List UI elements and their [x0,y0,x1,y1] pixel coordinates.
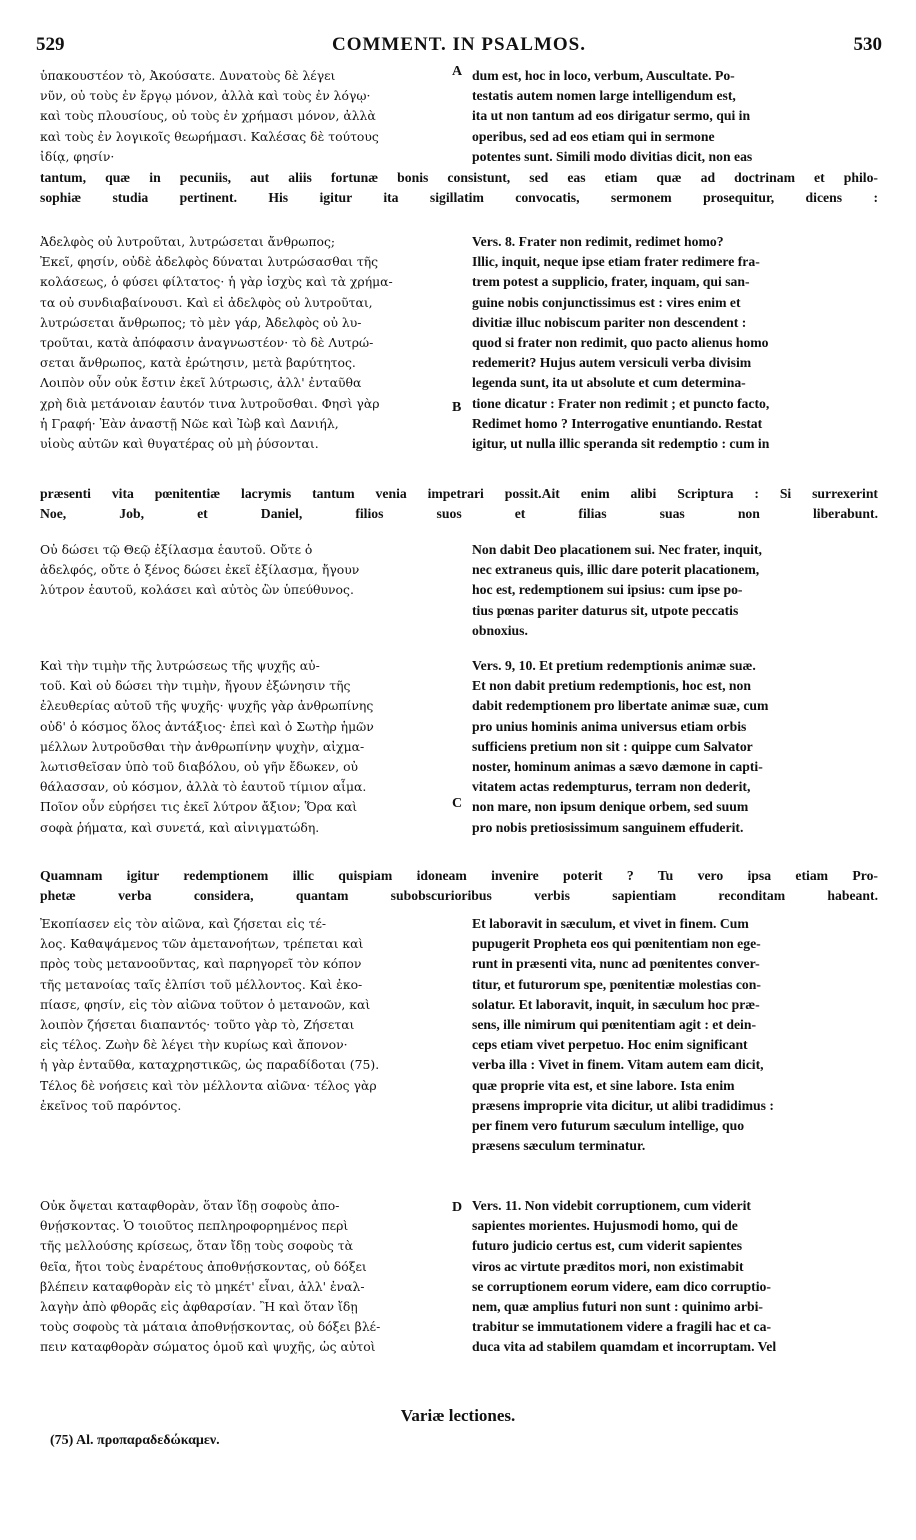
text-line: igitur, ut nulla illic speranda sit redemptio : cum in [472,436,770,452]
text-line: λος. Καθαψάμενος τῶν ἀμετανοήτων, τρέπεται καὶ [40,936,364,952]
latin-column-s2 [472,232,878,454]
text-line: χρὴ διὰ μετάνοιαν ἑαυτόν τινα λυτροῦσθαι. Φησὶ γὰρ [40,395,380,411]
text-line: Vers. 9, 10. Et pretium redemptionis animæ suæ. [472,658,756,673]
text-line: præsens sæculum terminatur. [472,1138,646,1154]
text-line: vitatem actas redempturus, terram non dederit, [472,779,751,795]
latin-column-s6 [472,1196,878,1358]
text-line: Redimet homo ? Interrogative enuntiando. Restat [472,415,763,431]
text-line: κολάσεως, ὁ φύσει φίλτατος· ἡ γὰρ ἰσχὺς καὶ τὰ χρήμα- [40,274,393,290]
text-line: futuro judicio certus est, cum viderit sapientes [472,1238,743,1254]
text-line: verba illa : Vivet in finem. Vitam autem eam dicit, [472,1057,764,1073]
text-line: λωτισθεῖσαν ὑπὸ τοῦ διαβόλου, οὐ γῆν ἔδωκεν, οὐ [40,759,359,775]
variae-lectiones-heading: Variæ lectiones. [400,1406,516,1425]
text-line: τοῦ. Καὶ οὐ δώσει τὴν τιμὴν, ἤγουν ἐξώνησιν τῆς [40,678,351,694]
text-line: Illic, inquit, neque ipse etiam frater redimere fra- [472,254,760,270]
text-line: Τέλος δὲ νοήσεις καὶ τὸν μέλλοντα αἰῶνα· τέλος γὰρ [40,1077,377,1093]
text-line: duca vita ad stabilem quamdam et incorruptam. Vel [472,1339,777,1355]
text-line: titur, et futurorum spe, pœnitentiæ molestias con- [472,976,761,992]
text-line: Vers. 11. Non videbit corruptionem, cum viderit [472,1198,751,1213]
text-line: τα οὐ συνδιαβαίνουσι. Καὶ εἰ ἀδελφὸς οὐ λυτροῦται, [40,294,373,310]
latin-column-s5 [472,914,878,1156]
latin-column-s1 [472,66,878,167]
margin-letter-c: C [452,796,463,811]
text-line: trem potest a supplicio, frater, inquam, qui san- [472,274,750,290]
text-line: Ἀδελφὸς οὐ λυτροῦται, λυτρώσεται ἄνθρωπος; [40,234,336,249]
text-line: dum est, hoc in loco, verbum, Auscultate. Po- [472,68,735,83]
text-line: trabitur se immutationem videre a fragili hac et ca- [472,1319,772,1335]
text-line: ἐκεῖνος τοῦ παρόντος. [40,1097,182,1113]
greek-column-s6 [40,1196,450,1358]
margin-letter-d: D [452,1200,463,1215]
text-line: se corruptionem eorum videre, eam dico corruptio- [472,1278,771,1294]
greek-column-s4 [40,656,450,838]
text-line: tione dicatur : Frater non redimit ; et puncto facto, [472,395,770,411]
text-line: εἰς τέλος. Ζωὴν δὲ λέγει τὴν κυρίως καὶ ἄπονον· [40,1037,348,1053]
text-line: Et non dabit pretium redemptionis, hoc est, non [472,678,751,694]
text-line: Ἐκοπίασεν εἰς τὸν αἰῶνα, καὶ ζήσεται εἰς τέ- [40,916,327,931]
text-line: legenda sunt, ita ut absolute et cum determina- [472,375,746,391]
text-line: sufficiens pretium non sit : quippe cum Salvator [472,738,753,754]
text-line: ita ut non tantum ad eos dirigatur sermo, qui in [472,108,751,124]
text-line: νῦν, οὐ τοὺς ἐν ἔργῳ μόνον, ἀλλὰ καὶ τοὺς ἐν λόγῳ· [40,88,371,104]
text-line: τῆς μελλούσης κρίσεως, ὅταν ἴδῃ τοὺς σοφοὺς τὰ [40,1238,354,1254]
latin-column-s4 [472,656,878,838]
text-line: ἡ γὰρ ἐνταῦθα, καταχρηστικῶς, ὡς παραδίδοται (75). [40,1057,380,1073]
text-line: ceps etiam vivet perpetuo. Hoc enim significant [472,1037,748,1053]
text-line: οὐδ' ὁ κόσμος ὅλος ἀντάξιος· ἐπεὶ καὶ ὁ Σωτὴρ ἡμῶν [40,718,374,734]
text-line: βλέπειν καταφθορὰν εἰς τὸ μηκέτ' εἶναι, ἀλλ' ἐναλ- [40,1278,365,1294]
text-line: non mare, non ipsum denique orbem, sed suum [472,799,749,815]
text-line: præsenti vita pœnitentiæ lacrymis tantum venia impetrari possit.Ait enim alibi Scriptura : Si surrexerint [40,486,878,501]
text-line: Ἐκεῖ, φησίν, οὐδὲ ἀδελφὸς δύναται λυτρώσασθαι τῆς [40,254,379,270]
text-line: ἰδίᾳ, φησίν· [40,148,115,164]
text-line: obnoxius. [472,622,528,638]
text-line: θάλασσαν, οὐ κόσμον, ἀλλὰ τὸ ἑαυτοῦ τίμιον αἷμα. [40,779,367,795]
text-line: guine nobis conjunctissimus est : vires enim et [472,294,741,310]
text-line: Λοιπὸν οὖν οὐκ ἔστιν ἐκεῖ λύτρωσις, ἀλλ' ἐνταῦθα [40,375,362,391]
greek-column-s2 [40,232,450,454]
text-line: Noe, Job, et Daniel, filios suos et filias suas non liberabunt. [40,506,878,522]
text-line: testatis autem nomen large intelligendum est, [472,88,736,104]
text-line: pro nobis pretiosissimum sanguinem effuderit. [472,819,744,835]
text-line: nec extraneus quis, illic dare poterit placationem, [472,562,760,578]
page-header [36,34,882,58]
text-line: λυτρώσεται ἄνθρωπος; τὸ μὲν γάρ, Ἀδελφὸς οὐ λυ- [40,314,362,330]
greek-column-s5 [40,914,450,1116]
text-line: viros ac virtute præditos mori, non existimabit [472,1258,744,1274]
text-line: λύτρον ἑαυτοῦ, κολάσει καὶ αὐτὸς ὢν ὑπεύθυνος. [40,582,354,598]
text-line: ἀδελφός, οὔτε ὁ ξένος δώσει ἐκεῖ ἐξίλασμα, ἤγουν [40,562,360,578]
text-line: Καὶ τὴν τιμὴν τῆς λυτρώσεως τῆς ψυχῆς αὐ- [40,658,320,673]
text-line: pro unius hominis anima universus etiam orbis [472,718,747,734]
text-line: tius pœnas pariter daturus sit, utpote peccatis [472,602,739,618]
full-width-text-s1 [40,168,878,208]
text-line: tantum, quæ in pecuniis, aut aliis fortunæ bonis consistunt, sed eas etiam quæ ad doctrinam et philo- [40,170,878,185]
text-line: Οὐ δώσει τῷ Θεῷ ἐξίλασμα ἑαυτοῦ. Οὔτε ὁ [40,542,313,557]
text-line: divitiæ illuc nobiscum pariter non descendent : [472,314,747,330]
greek-column-s3 [40,540,450,601]
full-width-text-s4 [40,866,878,906]
text-line: quod si frater non redimit, quo pacto alienus homo [472,335,769,351]
greek-column-s1 [40,66,450,167]
text-line: redemerit? Hujus autem versiculi verba divisim [472,355,752,371]
variant-reading-note: (75) Al. προπαραδεδώκαμεν. [50,1433,220,1448]
text-line: σεται ἄνθρωπος, κατὰ ἐρώτησιν, μετὰ βαρύτητος. [40,355,356,371]
text-line: præsens improprie vita dicitur, ut alibi tradidimus : [472,1097,774,1113]
text-line: Οὐκ ὄψεται καταφθορὰν, ὅταν ἴδῃ σοφοὺς ἀπο- [40,1198,340,1213]
text-line: dabit redemptionem pro libertate animæ suæ, cum [472,698,769,714]
text-line: πρὸς τοὺς μετανοοῦντας, καὶ παρηγορεῖ τὸν κόπον [40,956,362,972]
text-line: μέλλων λυτροῦσθαι τὴν ἀνθρωπίνην ψυχὴν, αἰχμα- [40,738,365,754]
full-width-text-s2 [40,484,878,524]
text-line: τροῦται, κατὰ ἀπόφασιν ἀναγνωστέον· τὸ δὲ Λυτρώ- [40,335,374,351]
text-line: πίασε, φησίν, εἰς τὸν αἰῶνα τοῦτον ὁ μετανοῶν, καὶ [40,996,371,1012]
latin-column-s3 [472,540,878,641]
text-line: τῆς μετανοίας ταῖς ἐλπίσι τοῦ μέλλοντος. Καὶ ἐκο- [40,976,363,992]
text-line: Non dabit Deo placationem sui. Nec frater, inquit, [472,542,762,557]
text-line: noster, hominum animas a sævo dæmone in capti- [472,759,763,775]
text-line: operibus, sed ad eos etiam qui in sermone [472,128,715,144]
text-line: ὑπακουστέον τὸ, Ἀκούσατε. Δυνατοὺς δὲ λέγει [40,68,336,83]
text-line: Vers. 8. Frater non redimit, redimet homo? [472,234,724,249]
text-line: λοιπὸν ζήσεται διαπαντός· τοῦτο γὰρ τὸ, Ζήσεται [40,1017,355,1033]
page-number-left: 529 [36,34,65,55]
text-line: potentes sunt. Simili modo divitias dicit, non eas [472,148,753,164]
text-line: καὶ τοὺς πλουσίους, οὐ τοὺς ἐν χρήμασι μόνον, ἀλλὰ [40,108,376,124]
text-line: τοὺς σοφοὺς τὰ μάταια ἀποθνῄσκοντας, οὐ δόξει βλέ- [40,1319,381,1335]
text-line: Et laboravit in sæculum, et vivet in finem. Cum [472,916,749,931]
text-line: ἐλευθερίας αὐτοῦ τῆς ψυχῆς· ψυχῆς γὰρ ἀνθρωπίνης [40,698,374,714]
text-line: Quamnam igitur redemptionem illic quispiam idoneam invenire poterit ? Tu vero ipsa etiam Pro- [40,868,878,883]
text-line: λαγὴν ἀπὸ φθορᾶς εἰς ἀφθαρσίαν. Ἢ καὶ ὅταν ἴδῃ [40,1299,358,1315]
text-line: nem, quæ amplius futuri non sunt : quinimo arbi- [472,1299,763,1315]
text-line: sapientes morientes. Hujusmodi homo, qui de [472,1218,738,1234]
text-line: pupugerit Propheta eos qui pœnitentiam non ege- [472,936,761,952]
page-number-right: 530 [853,34,882,55]
margin-letter-b: B [452,400,462,415]
text-line: phetæ verba considera, quantam subobscurioribus verbis sapientiam reconditam habeant. [40,888,878,904]
text-line: ἡ Γραφή· Ἐὰν ἀναστῇ Νῶε καὶ Ἰὼβ καὶ Δανιήλ, [40,415,339,431]
text-line: υἱοὺς αὐτῶν καὶ θυγατέρας οὐ μὴ ῥύσονται. [40,436,319,452]
text-line: runt in præsenti vita, nunc ad pœnitentes conver- [472,956,760,972]
text-line: solatur. Et laboravit, inquit, in sæculum hoc præ- [472,996,760,1012]
text-line: θνῄσκοντας. Ὁ τοιοῦτος πεπληροφορημένος περὶ [40,1218,349,1234]
margin-letter-a: A [452,64,463,79]
text-line: σοφὰ ῥήματα, καὶ συνετά, καὶ αἰνιγματώδη. [40,819,320,835]
text-line: hoc est, redemptionem sui ipsius: cum ipse po- [472,582,743,598]
text-line: per finem vero futurum sæculum intellige, quo [472,1118,745,1134]
text-line: sens, ille nimirum qui pœnitentiam agit : et dein- [472,1017,757,1033]
running-title: COMMENT. IN PSALMOS. [332,34,586,55]
text-line: καὶ τοὺς ἐν λογικοῖς θεωρήμασι. Καλέσας δὲ τούτους [40,128,379,144]
text-line: πειν καταφθορὰν σώματος ὁμοῦ καὶ ψυχῆς, ὡς αὐτοὶ [40,1339,376,1355]
text-line: sophiæ studia pertinent. His igitur ita sigillatim convocatis, sermonem prosequitur, dicens : [40,190,878,206]
text-line: Ποῖον οὖν εὑρήσει τις ἐκεῖ λύτρον ἄξιον; Ὅρα καὶ [40,799,358,815]
text-line: quæ proprie vita est, et sine labore. Ista enim [472,1077,735,1093]
text-line: θεῖα, ἤτοι τοὺς ἐναρέτους ἀποθνῄσκοντας, οὐ δόξει [40,1258,367,1274]
